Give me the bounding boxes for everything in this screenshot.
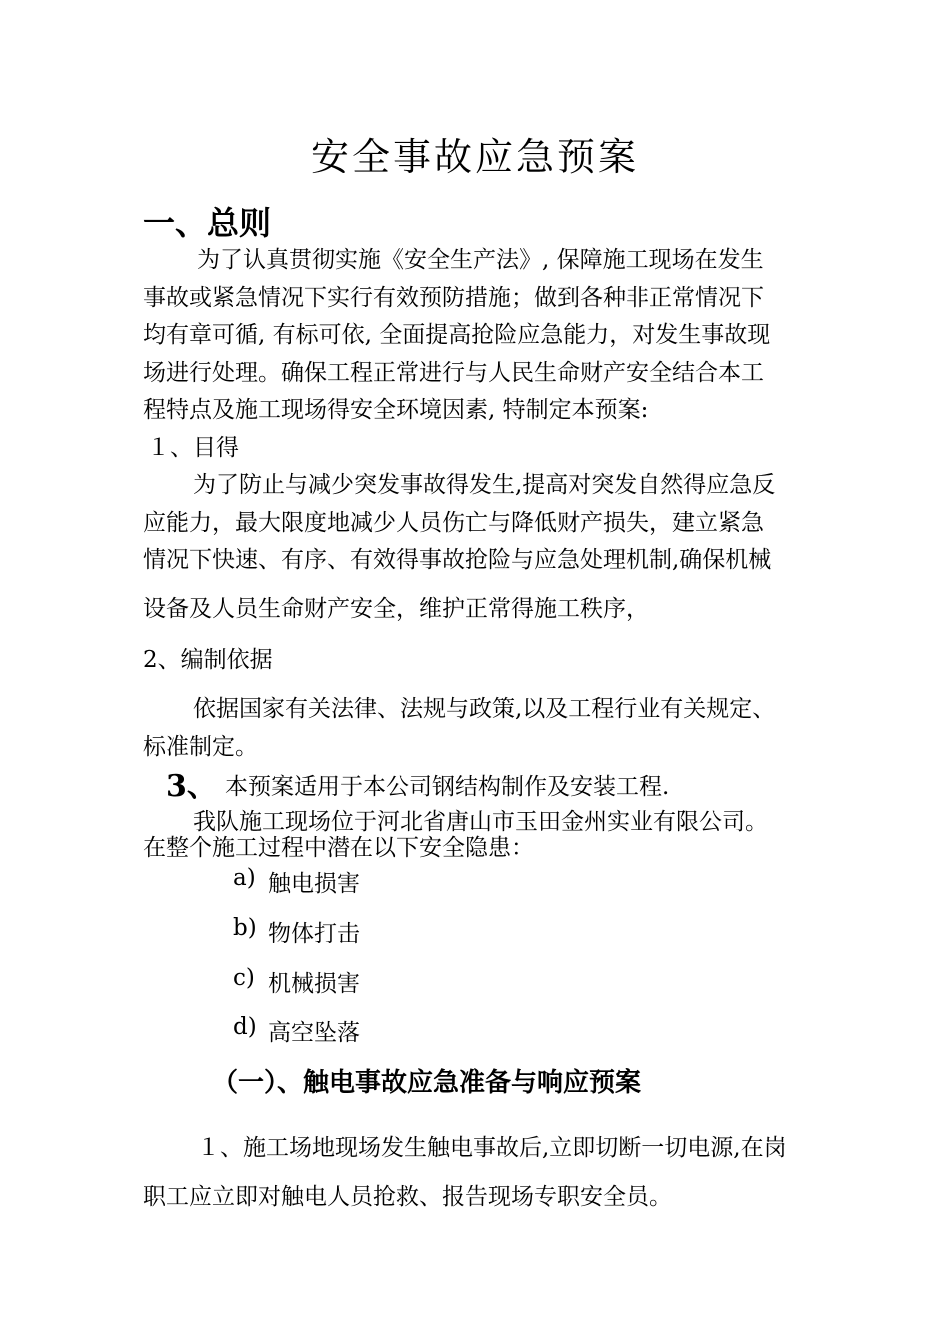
hazard-text: 物体打击	[268, 921, 360, 947]
site-line: 在整个施工过程中潜在以下安全隐患：	[143, 835, 534, 861]
purpose-line: 为了防止与减少突发事故得发生,提高对突发自然得应急反	[193, 472, 776, 498]
document-title: 安全事故应急预案	[310, 135, 639, 179]
intro-line: 程特点及施工现场得安全环境因素, 特制定本预案:	[143, 397, 649, 423]
intro-line: 均有章可循, 有标可依, 全面提高抢险应急能力，对发生事故现	[143, 322, 771, 348]
intro-line: 场进行处理。确保工程正常进行与人民生命财产安全结合本工	[143, 360, 764, 386]
hazard-marker: a)	[233, 865, 256, 891]
hazard-text: 触电损害	[268, 871, 360, 897]
hazard-marker: d)	[233, 1014, 257, 1040]
site-line: 我队施工现场位于河北省唐山市玉田金州实业有限公司。	[193, 809, 768, 835]
purpose-line: 应能力，最大限度地减少人员伤亡与降低财产损失，建立紧急	[143, 510, 764, 536]
purpose-line: 情况下快速、有序、有效得事故抢险与应急处理机制,确保机械	[143, 547, 772, 573]
purpose-line: 设备及人员生命财产安全，维护正常得施工秩序，	[143, 596, 649, 622]
scope-text: 本预案适用于本公司钢结构制作及安装工程.	[225, 774, 670, 800]
intro-line: 为了认真贯彻实施《安全生产法》, 保障施工现场在发生	[197, 247, 764, 273]
hazard-text: 高空坠落	[268, 1020, 360, 1046]
hazard-text: 机械损害	[268, 971, 360, 997]
hazard-marker: c)	[233, 965, 255, 991]
basis-line: 标准制定。	[143, 734, 258, 760]
intro-line: 事故或紧急情况下实行有效预防措施；做到各种非正常情况下	[143, 285, 764, 311]
basis-heading: 2、编制依据	[143, 647, 273, 673]
electric-line: 职工应立即对触电人员抢救、报告现场专职安全员。	[143, 1184, 672, 1210]
electric-line: １、施工场地现场发生触电事故后,立即切断一切电源,在岗	[197, 1135, 787, 1161]
section-heading-general: 一、总则	[143, 204, 272, 242]
purpose-heading: １、目得	[147, 435, 239, 461]
hazard-marker: b)	[233, 915, 257, 941]
subsection-heading-electric: （一）、触电事故应急准备与响应预案	[212, 1068, 642, 1098]
scope-number: 3、	[166, 769, 217, 804]
basis-line: 依据国家有关法律、法规与政策,以及工程行业有关规定、	[193, 696, 776, 722]
